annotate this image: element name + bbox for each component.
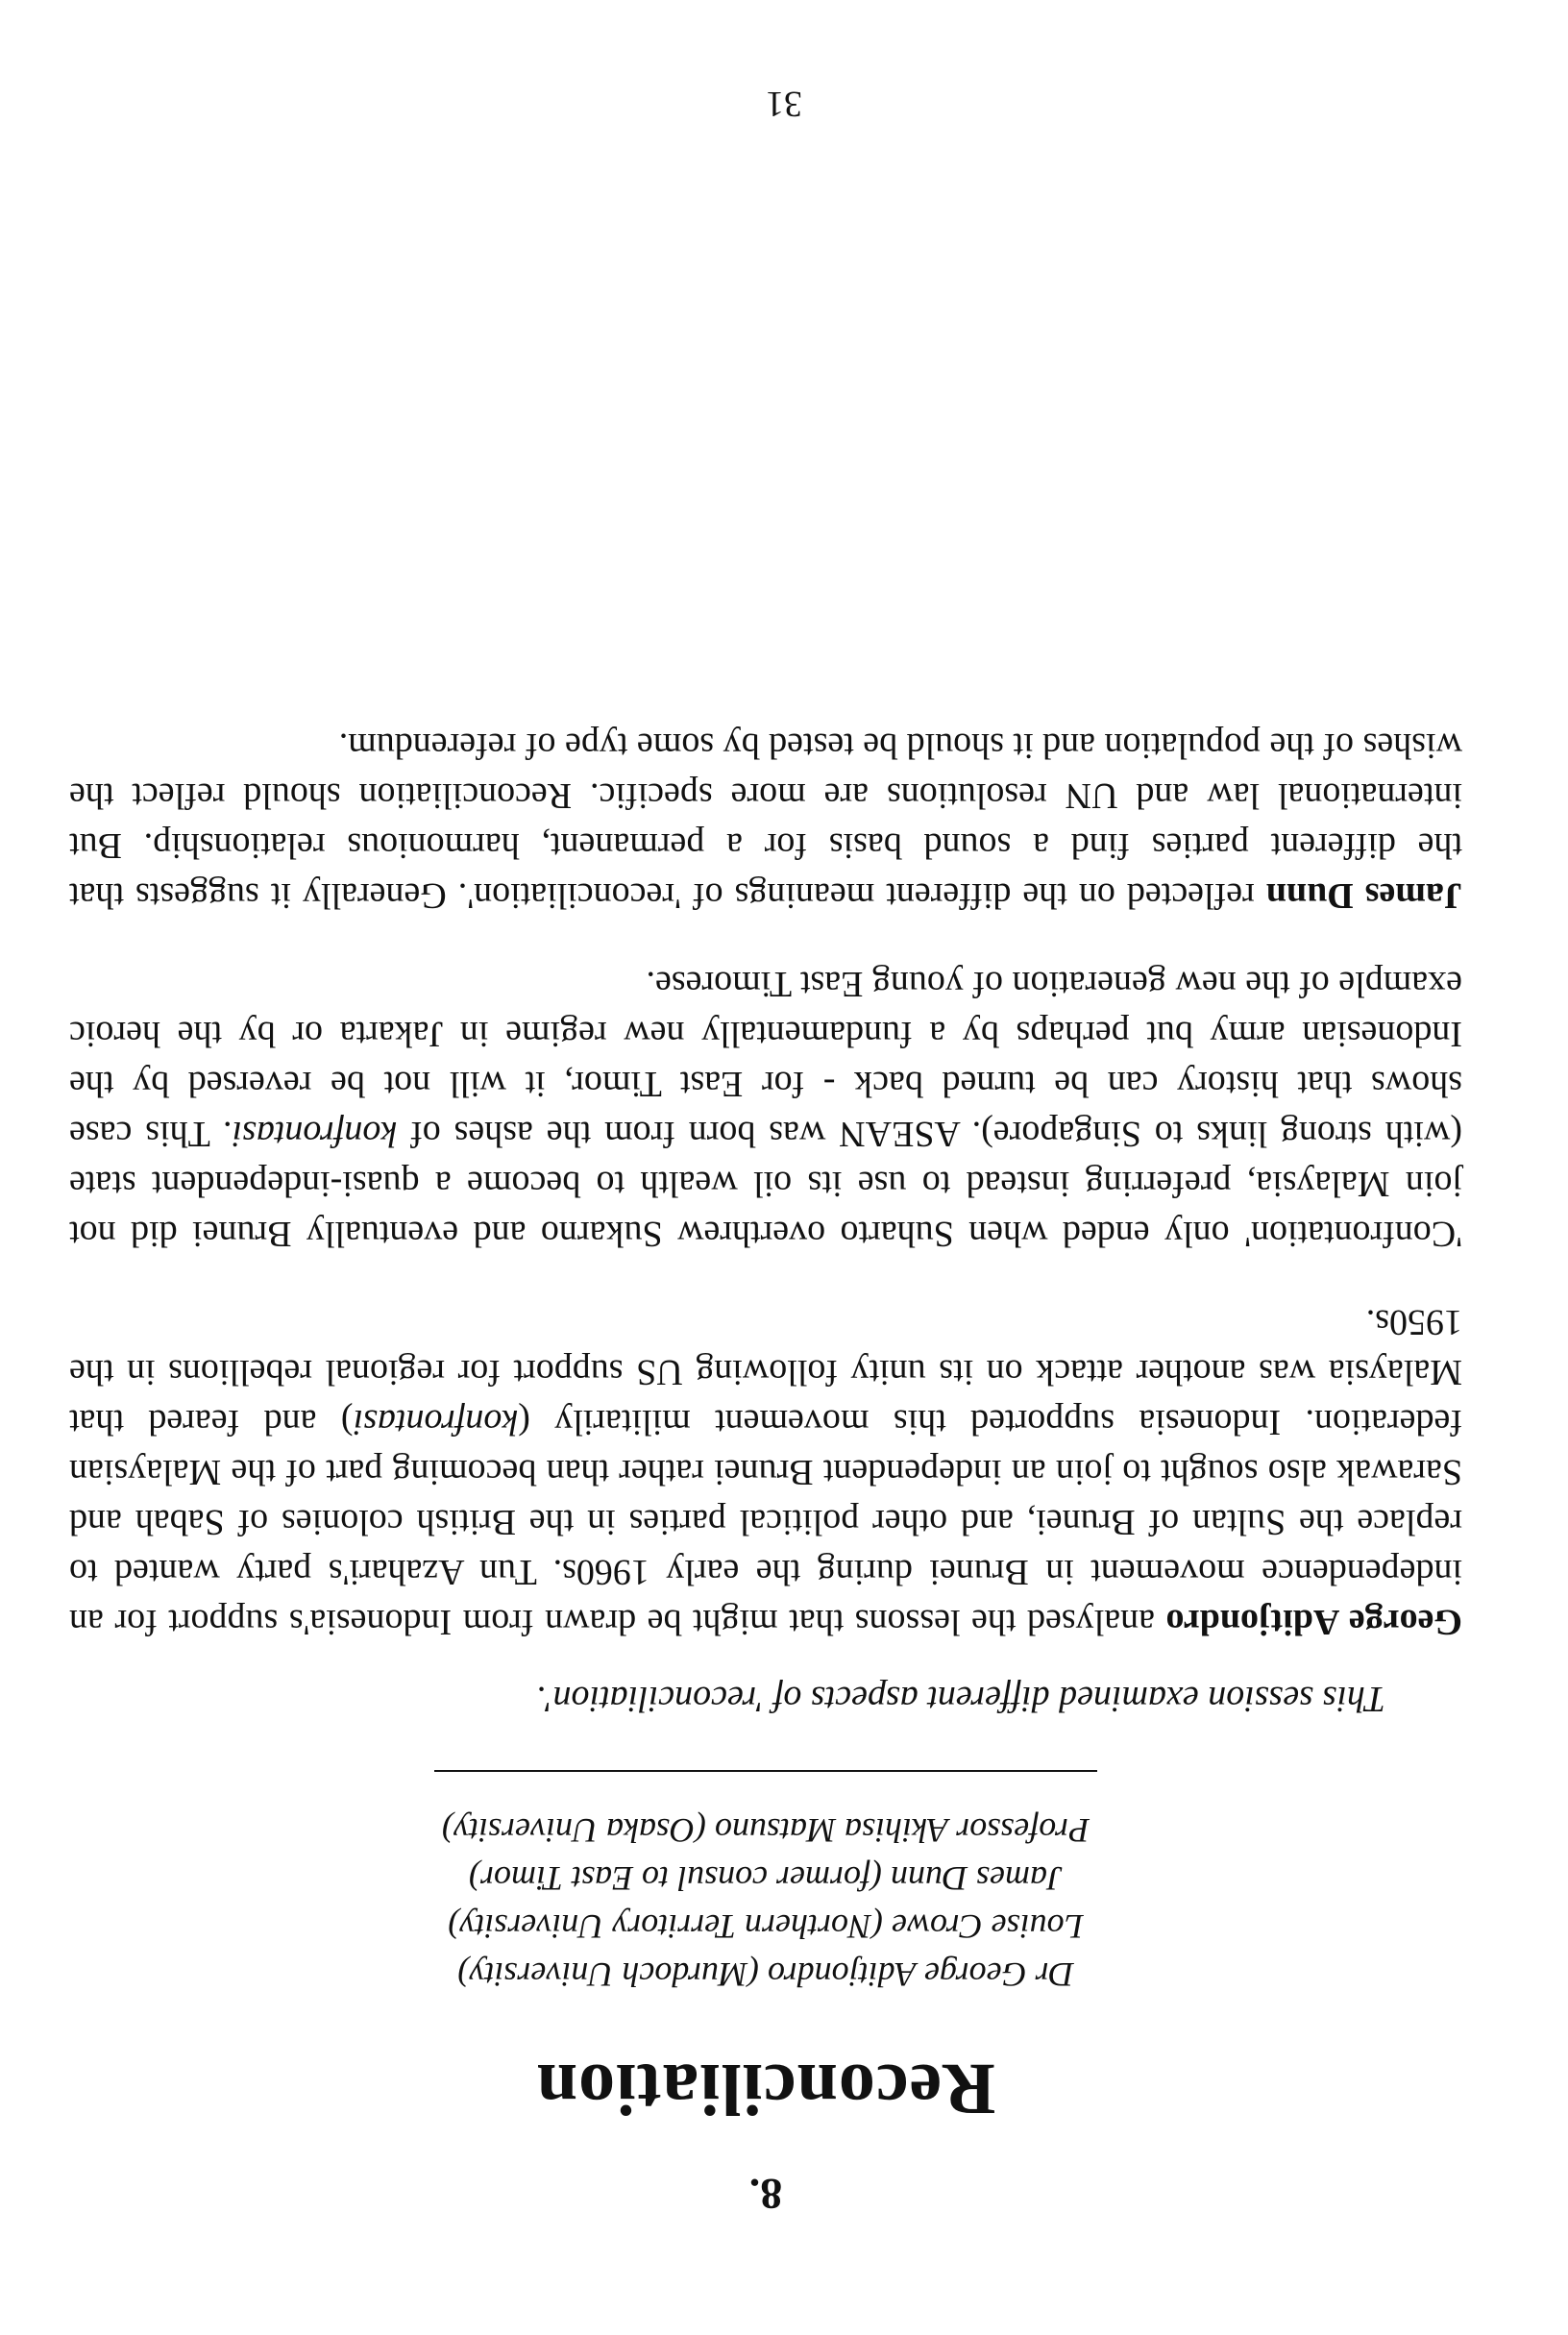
paragraph-aditjondro xyxy=(69,1297,1462,1647)
paragraph-text: . This case shows that history can be turned back - for East Timor, it will not be reversed by the Indonesian army but perhaps by a fundamentally new regime in Jakarta or by the heroic example of the new generation of young East Timorese. xyxy=(69,964,1462,1154)
paragraph-confrontation xyxy=(69,959,1462,1259)
page-content xyxy=(69,682,1462,2220)
page-number: 31 xyxy=(766,84,802,124)
paragraph-text: analysed the lessons that might be drawn from Indonesia's support for an independence movement in Brunei during the early 1960s. Tun Azahari's party wanted to replace the Sultan of Brunei, and other political parties in the British colonies of Sabah and Sarawak also sought to join an independent Brunei rather than becoming part of the Malaysian federation. Indonesia supported this movement militarily ( xyxy=(69,1402,1462,1642)
speaker-list xyxy=(69,1807,1462,1999)
paragraph-dunn xyxy=(69,721,1462,921)
divider xyxy=(434,1770,1097,1772)
paragraph-text: ) and feared that Malaysia was another attack on its unity following US support for regional rebellions in the 1950s. xyxy=(69,1302,1462,1442)
speaker-name: James Dunn xyxy=(1265,875,1462,916)
speaker-line: Dr George Aditjondro (Murdoch University) xyxy=(457,1955,1074,1994)
paragraph-text: 'Confrontation' only ended when Suharto overthrew Sukarno and eventually Brunei did not join Malaysia, preferring instead to use its oil wealth to become a quasi-independent state (with strong links to Singapore). ASEAN was born from the ashes of xyxy=(69,1114,1462,1254)
section-number: 8. xyxy=(748,2170,783,2219)
italic-term: konfrontasi xyxy=(353,1402,519,1442)
speaker-name: George Aditjondro xyxy=(1165,1602,1462,1642)
section-title: Reconciliation xyxy=(535,2049,996,2129)
speaker-line: James Dunn (former consul to East Timor) xyxy=(469,1859,1063,1898)
speaker-line: Louise Crowe (Northern Territory University) xyxy=(448,1907,1084,1946)
italic-term: konfrontasi xyxy=(232,1114,398,1154)
paragraph-text: reflected on the different meanings of 'reconciliation'. Generally it suggests that the different parties find a sound basis for a permanent, harmonious relationship. But international law and UN resolutions are more specific. Reconciliation should reflect the wishes of the population and it should be tested by some type of referendum. xyxy=(69,725,1462,916)
speaker-line: Professor Akihisa Matsuno (Osaka University) xyxy=(442,1811,1090,1850)
session-intro: This session examined different aspects of 'reconciliation'. xyxy=(535,1679,1385,1719)
